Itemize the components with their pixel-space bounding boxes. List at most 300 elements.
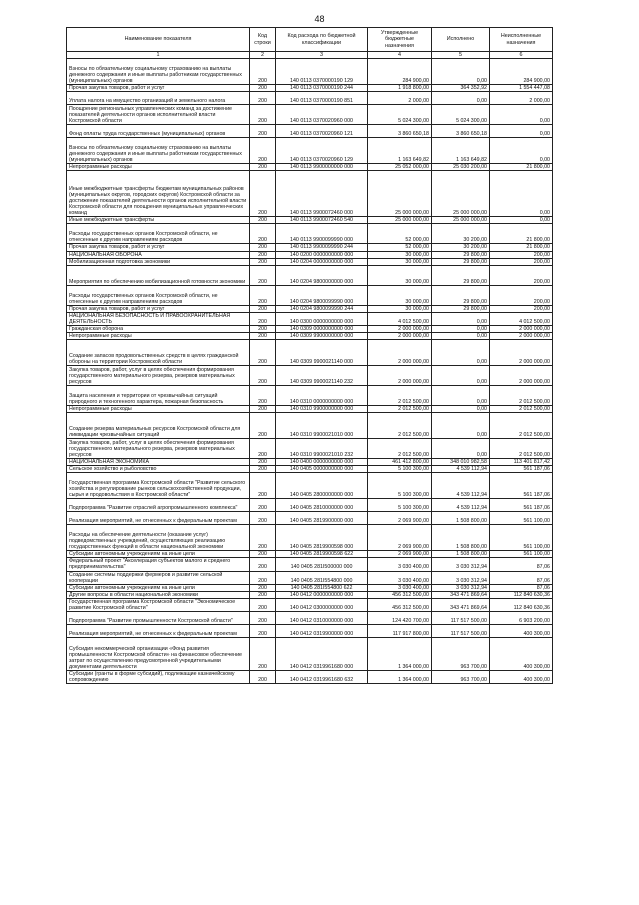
row-unexecuted: 87,06 [490,558,553,571]
row-executed: 25 000 000,00 [432,171,490,217]
row-line-code: 200 [250,466,276,473]
row-approved: 1 163 649,82 [368,138,432,164]
row-budget-code: 140 0204 9800000000 000 [276,265,368,285]
row-approved: 456 312 500,00 [368,598,432,611]
column-index-row [67,52,553,59]
row-line-code: 200 [250,138,276,164]
row-approved: 30 000,00 [368,251,432,258]
row-name: Сельское хозяйство и рыболовство [67,466,250,473]
row-unexecuted: 200,00 [490,265,553,285]
row-executed: 4 539 112,94 [432,499,490,512]
table-row [67,598,553,611]
row-approved: 25 052 000,00 [368,164,432,171]
row-name: Защита населения и территории от чрезвычайных ситуаций природного и техногенного характера, пожарная безопасность [67,386,250,406]
table-row [67,466,553,473]
row-budget-code: 140 0405 2800000000 000 [276,473,368,499]
row-unexecuted: 200,00 [490,251,553,258]
row-name: Субсидии автономным учреждениям на иные цели [67,551,250,558]
row-unexecuted: 2 012 500,00 [490,413,553,439]
row-executed: 1 163 649,82 [432,138,490,164]
table-row [67,512,553,525]
row-line-code: 200 [250,612,276,625]
row-approved: 2 000 000,00 [368,325,432,332]
row-executed: 29 800,00 [432,251,490,258]
row-approved: 5 024 300,00 [368,105,432,125]
row-unexecuted: 112 840 630,36 [490,598,553,611]
row-name: Непрограммные расходы [67,164,250,171]
row-unexecuted: 2 000 000,00 [490,340,553,366]
table-row [67,171,553,217]
row-budget-code: 140 0412 0000000000 000 [276,591,368,598]
row-executed: 0,00 [432,340,490,366]
row-budget-code: 140 0405 281I554800 622 [276,584,368,591]
row-name: Закупка товаров, работ, услуг в целях обеспечения формирования государственного материального резерва, резервов материальных ресурсов [67,366,250,386]
row-line-code: 200 [250,125,276,138]
row-unexecuted: 2 000,00 [490,92,553,105]
row-unexecuted: 4 012 500,00 [490,312,553,325]
row-approved: 3 030 400,00 [368,584,432,591]
row-budget-code: 140 0113 0370020960 000 [276,105,368,125]
row-unexecuted: 200,00 [490,258,553,265]
row-executed: 29 800,00 [432,258,490,265]
table-row [67,386,553,406]
table-row [67,251,553,258]
row-budget-code: 140 0405 281I554800 000 [276,571,368,584]
row-budget-code: 140 0412 0300000000 000 [276,598,368,611]
row-line-code: 200 [250,625,276,638]
row-line-code: 200 [250,332,276,339]
row-approved: 1 364 000,00 [368,671,432,684]
row-budget-code: 140 0113 9900072460 540 [276,217,368,224]
row-budget-code: 140 0113 0370000190 851 [276,92,368,105]
row-name: Реализация мероприятий, не отнесенных к федеральным проектам [67,512,250,525]
row-line-code: 200 [250,551,276,558]
row-line-code: 200 [250,105,276,125]
row-executed: 29 800,00 [432,285,490,305]
row-name: Фонд оплаты труда государственных (муниципальных) органов [67,125,250,138]
row-unexecuted: 561 187,06 [490,499,553,512]
row-name: Мобилизационная подготовка экономики [67,258,250,265]
row-budget-code: 140 0412 0310000000 000 [276,612,368,625]
table-row [67,558,553,571]
row-approved: 2 000 000,00 [368,332,432,339]
row-budget-code: 140 0405 2810000000 000 [276,499,368,512]
row-unexecuted: 200,00 [490,305,553,312]
table-row [67,125,553,138]
row-unexecuted: 0,00 [490,171,553,217]
row-line-code: 200 [250,366,276,386]
header-unexecuted-appropriations: Неисполненные назначения [490,28,553,52]
row-line-code: 200 [250,59,276,85]
column-index: 6 [490,52,553,59]
row-name: Иные межбюджетные трансферты [67,217,250,224]
row-unexecuted: 0,00 [490,217,553,224]
row-name: Создание резерва материальных ресурсов Костромской области для ликвидации чрезвычайных ситуаций [67,413,250,439]
table-row [67,325,553,332]
table-row [67,85,553,92]
row-unexecuted: 2 000 000,00 [490,366,553,386]
row-name: НАЦИОНАЛЬНАЯ БЕЗОПАСНОСТЬ И ПРАВООХРАНИТЕЛЬНАЯ ДЕЯТЕЛЬНОСТЬ [67,312,250,325]
table-row [67,551,553,558]
row-approved: 2 000 000,00 [368,340,432,366]
row-budget-code: 140 0113 9900099990 000 [276,224,368,244]
row-executed: 0,00 [432,92,490,105]
row-line-code: 200 [250,265,276,285]
row-unexecuted: 87,06 [490,584,553,591]
row-approved: 124 420 700,00 [368,612,432,625]
table-row [67,312,553,325]
table-row [67,413,553,439]
row-budget-code: 140 0113 0370020960 129 [276,138,368,164]
row-line-code: 200 [250,340,276,366]
row-line-code: 200 [250,525,276,551]
row-name: Уплата налога на имущество организаций и земельного налога [67,92,250,105]
row-budget-code: 140 0113 0370000190 244 [276,85,368,92]
row-budget-code: 140 0309 9900021140 232 [276,366,368,386]
row-budget-code: 140 0405 0000000000 000 [276,466,368,473]
row-approved: 1 918 800,00 [368,85,432,92]
row-approved: 30 000,00 [368,305,432,312]
row-executed: 4 539 112,94 [432,466,490,473]
row-executed: 29 800,00 [432,265,490,285]
row-unexecuted: 2 000 000,00 [490,325,553,332]
table-row [67,59,553,85]
row-budget-code: 140 0309 0000000000 000 [276,325,368,332]
table-row [67,332,553,339]
row-name: Взносы по обязательному социальному страхованию на выплаты денежного содержания и иные выплаты работникам государственных (муниципальных) органов [67,138,250,164]
row-budget-code: 140 0412 0319961680 632 [276,671,368,684]
row-budget-code: 140 0405 2819900000 000 [276,512,368,525]
table-row [67,138,553,164]
row-budget-code: 140 0400 0000000000 000 [276,459,368,466]
row-name: Субсидии автономным учреждениям на иные цели [67,584,250,591]
column-index: 5 [432,52,490,59]
row-line-code: 200 [250,584,276,591]
row-budget-code: 140 0310 9900000000 000 [276,406,368,413]
row-approved: 52 000,00 [368,224,432,244]
row-approved: 2 069 900,00 [368,512,432,525]
row-executed: 963 700,00 [432,638,490,671]
row-unexecuted: 400 300,00 [490,625,553,638]
page-number: 48 [314,14,325,24]
table-header-row [67,28,553,52]
row-executed: 0,00 [432,366,490,386]
row-budget-code: 140 0309 9900000000 000 [276,332,368,339]
row-approved: 2 000 000,00 [368,366,432,386]
row-approved: 1 364 000,00 [368,638,432,671]
row-name: Прочая закупка товаров, работ и услуг [67,305,250,312]
row-executed: 1 508 800,00 [432,512,490,525]
row-unexecuted: 2 000 000,00 [490,332,553,339]
row-name: Подпрограмма "Развитие отраслей агропромышленного комплекса" [67,499,250,512]
row-unexecuted: 0,00 [490,125,553,138]
table-row [67,612,553,625]
table-row [67,584,553,591]
row-name: Прочая закупка товаров, работ и услуг [67,244,250,251]
row-executed: 0,00 [432,413,490,439]
row-name: Гражданская оборона [67,325,250,332]
row-approved: 2 000,00 [368,92,432,105]
row-approved: 2 069 900,00 [368,551,432,558]
row-name: Государственная программа Костромской области "Развитие сельского хозяйства и регулирование рынков сельскохозяйственной продукции, сырья и продовольствия в Костромской области" [67,473,250,499]
table-row [67,439,553,459]
table-row [67,406,553,413]
table-row [67,244,553,251]
row-budget-code: 140 0113 9900000000 000 [276,164,368,171]
column-index: 4 [368,52,432,59]
row-executed: 348 010 982,58 [432,459,490,466]
row-approved: 30 000,00 [368,285,432,305]
row-approved: 3 030 400,00 [368,558,432,571]
row-name: Субсидия некоммерческой организации «Фонд развития промышленности Костромской области» на финансовое обеспечение затрат по осуществлению предусмотренной учредительными документами деятельности [67,638,250,671]
row-name: Прочая закупка товаров, работ и услуг [67,85,250,92]
row-budget-code: 140 0310 9900021010 000 [276,413,368,439]
row-unexecuted: 21 800,00 [490,224,553,244]
row-line-code: 200 [250,558,276,571]
row-executed: 4 539 112,94 [432,473,490,499]
table-row [67,164,553,171]
row-unexecuted: 87,06 [490,571,553,584]
row-executed: 3 030 312,94 [432,558,490,571]
row-line-code: 200 [250,459,276,466]
table-row [67,459,553,466]
table-row [67,105,553,125]
row-executed: 0,00 [432,406,490,413]
row-approved: 30 000,00 [368,265,432,285]
header-indicator-name: Наименование показателя [67,28,250,52]
row-unexecuted: 561 187,06 [490,473,553,499]
row-line-code: 200 [250,386,276,406]
row-executed: 3 030 312,94 [432,571,490,584]
row-line-code: 200 [250,571,276,584]
row-approved: 461 412 800,00 [368,459,432,466]
row-line-code: 200 [250,224,276,244]
row-line-code: 200 [250,413,276,439]
row-budget-code: 140 0204 9800099990 244 [276,305,368,312]
row-name: Подпрограмма "Развитие промышленности Костромской области" [67,612,250,625]
row-executed: 0,00 [432,325,490,332]
header-line-code: Код строки [250,28,276,52]
row-line-code: 200 [250,406,276,413]
row-budget-code: 140 0113 9900099990 244 [276,244,368,251]
row-approved: 117 917 800,00 [368,625,432,638]
row-budget-code: 140 0309 9900021140 000 [276,340,368,366]
row-unexecuted: 2 012 500,00 [490,439,553,459]
row-line-code: 200 [250,499,276,512]
row-approved: 2 012 500,00 [368,386,432,406]
table-row [67,258,553,265]
row-budget-code: 140 0412 0319961680 000 [276,638,368,671]
row-budget-code: 140 0405 281I500000 000 [276,558,368,571]
row-name: Расходы государственных органов Костромской области, не отнесенные к другим направлениям расходов [67,285,250,305]
table-row [67,473,553,499]
row-name: Взносы по обязательному социальному страхованию на выплаты денежного содержания и иные выплаты работникам государственных (муниципальных) органов [67,59,250,85]
row-approved: 5 100 300,00 [368,473,432,499]
row-approved: 2 012 500,00 [368,406,432,413]
row-unexecuted: 21 800,00 [490,164,553,171]
table-row [67,499,553,512]
table-row [67,671,553,684]
row-unexecuted: 1 554 447,08 [490,85,553,92]
row-executed: 364 352,92 [432,85,490,92]
row-name: Непрограммные расходы [67,332,250,339]
row-line-code: 200 [250,512,276,525]
row-name: Реализация мероприятий, не отнесенных к федеральным проектам [67,625,250,638]
row-line-code: 200 [250,164,276,171]
row-budget-code: 140 0204 0000000000 000 [276,258,368,265]
row-line-code: 200 [250,671,276,684]
budget-execution-table [66,27,553,684]
row-name: НАЦИОНАЛЬНАЯ ЭКОНОМИКА [67,459,250,466]
row-unexecuted: 284 900,00 [490,59,553,85]
row-approved: 2 069 900,00 [368,525,432,551]
table-row [67,625,553,638]
row-approved: 30 000,00 [368,258,432,265]
row-budget-code: 140 0113 9900072460 000 [276,171,368,217]
row-approved: 52 000,00 [368,244,432,251]
row-unexecuted: 2 012 500,00 [490,406,553,413]
row-budget-code: 140 0200 0000000000 000 [276,251,368,258]
row-budget-code: 140 0113 0370020960 121 [276,125,368,138]
row-approved: 5 100 300,00 [368,466,432,473]
row-executed: 3 860 650,18 [432,125,490,138]
header-approved-appropriations: Утвержденные бюджетные назначения [368,28,432,52]
row-approved: 25 000 000,00 [368,171,432,217]
row-executed: 5 024 300,00 [432,105,490,125]
table-row [67,525,553,551]
table-row [67,571,553,584]
row-unexecuted: 400 300,00 [490,671,553,684]
column-index: 2 [250,52,276,59]
table-row [67,638,553,671]
row-name: Поощрение региональных управленческих команд за достижение показателей деятельности органов исполнительной власти Костромской области [67,105,250,125]
row-unexecuted: 0,00 [490,138,553,164]
row-name: Расходы государственных органов Костромской области, не отнесенные к другим направлениям расходов [67,224,250,244]
row-name: Мероприятия по обеспечению мобилизационной готовности экономики [67,265,250,285]
table-body [67,59,553,684]
row-executed: 343 471 869,64 [432,591,490,598]
row-budget-code: 140 0204 9800099990 000 [276,285,368,305]
row-executed: 29 800,00 [432,305,490,312]
row-executed: 30 200,00 [432,244,490,251]
row-approved: 456 312 500,00 [368,591,432,598]
row-unexecuted: 561 100,00 [490,512,553,525]
row-executed: 25 030 200,00 [432,164,490,171]
row-line-code: 200 [250,439,276,459]
row-name: Создание запасов продовольственных средств в целях гражданской обороны на территории Костромской области [67,340,250,366]
row-name: Иные межбюджетные трансферты бюджетам муниципальных районов (муниципальных округов, городских округов) Костромской области за достижение показателей деятельности органов исполнительной власти Костромской области для поощрения муниципальных управленческих команд [67,171,250,217]
row-name: Создание системы поддержки фермеров и развитие сельской кооперации [67,571,250,584]
row-line-code: 200 [250,92,276,105]
column-index: 1 [67,52,250,59]
row-line-code: 200 [250,244,276,251]
row-unexecuted: 113 401 817,42 [490,459,553,466]
row-line-code: 200 [250,258,276,265]
table-row [67,340,553,366]
row-line-code: 200 [250,598,276,611]
row-unexecuted: 400 300,00 [490,638,553,671]
row-name: Закупка товаров, работ, услуг в целях обеспечения формирования государственного материального резерва, резервов материальных ресурсов [67,439,250,459]
row-name: Расходы на обеспечение деятельности (оказание услуг) подведомственных учреждений, осуществляющих реализацию государственных функций в области национальной экономики [67,525,250,551]
row-budget-code: 140 0310 0000000000 000 [276,386,368,406]
row-approved: 284 900,00 [368,59,432,85]
row-line-code: 200 [250,171,276,217]
row-line-code: 200 [250,473,276,499]
row-executed: 30 200,00 [432,224,490,244]
table-row [67,305,553,312]
row-approved: 3 030 400,00 [368,571,432,584]
table-row [67,224,553,244]
row-line-code: 200 [250,325,276,332]
row-executed: 963 700,00 [432,671,490,684]
header-executed: Исполнено [432,28,490,52]
row-line-code: 200 [250,217,276,224]
row-line-code: 200 [250,638,276,671]
table-row [67,591,553,598]
row-line-code: 200 [250,312,276,325]
row-line-code: 200 [250,85,276,92]
row-approved: 3 860 650,18 [368,125,432,138]
row-executed: 1 508 800,00 [432,551,490,558]
row-line-code: 200 [250,591,276,598]
column-index: 3 [276,52,368,59]
row-line-code: 200 [250,285,276,305]
row-executed: 0,00 [432,386,490,406]
table-row [67,285,553,305]
row-approved: 2 012 500,00 [368,413,432,439]
row-name: Субсидии (гранты в форме субсидий), подлежащие казначейскому сопровождению [67,671,250,684]
table-row [67,265,553,285]
row-name: Другие вопросы в области национальной экономики [67,591,250,598]
row-executed: 0,00 [432,59,490,85]
row-line-code: 200 [250,251,276,258]
row-unexecuted: 561 100,00 [490,525,553,551]
row-budget-code: 140 0310 9900021010 232 [276,439,368,459]
table-row [67,217,553,224]
row-executed: 117 517 500,00 [432,612,490,625]
row-unexecuted: 561 100,00 [490,551,553,558]
row-unexecuted: 21 800,00 [490,244,553,251]
header-budget-classification-code: Код расхода по бюджетной классификации [276,28,368,52]
row-executed: 117 517 500,00 [432,625,490,638]
row-executed: 0,00 [432,439,490,459]
row-unexecuted: 6 903 200,00 [490,612,553,625]
row-executed: 3 030 312,94 [432,584,490,591]
row-unexecuted: 200,00 [490,285,553,305]
row-budget-code: 140 0113 0370000190 129 [276,59,368,85]
row-executed: 0,00 [432,332,490,339]
row-executed: 0,00 [432,312,490,325]
table-row [67,92,553,105]
row-name: НАЦИОНАЛЬНАЯ ОБОРОНА [67,251,250,258]
row-budget-code: 140 0300 0000000000 000 [276,312,368,325]
row-name: Непрограммные расходы [67,406,250,413]
row-unexecuted: 0,00 [490,105,553,125]
row-executed: 25 000 000,00 [432,217,490,224]
row-unexecuted: 2 012 500,00 [490,386,553,406]
row-line-code: 200 [250,305,276,312]
row-name: Федеральный проект "Акселерация субъектов малого и среднего предпринимательства" [67,558,250,571]
row-budget-code: 140 0405 2819900598 622 [276,551,368,558]
row-budget-code: 140 0405 2819900598 000 [276,525,368,551]
row-unexecuted: 561 187,06 [490,466,553,473]
table-row [67,366,553,386]
row-approved: 2 012 500,00 [368,439,432,459]
row-unexecuted: 112 840 630,36 [490,591,553,598]
row-budget-code: 140 0412 0319900000 000 [276,625,368,638]
row-approved: 5 100 300,00 [368,499,432,512]
row-approved: 4 012 500,00 [368,312,432,325]
